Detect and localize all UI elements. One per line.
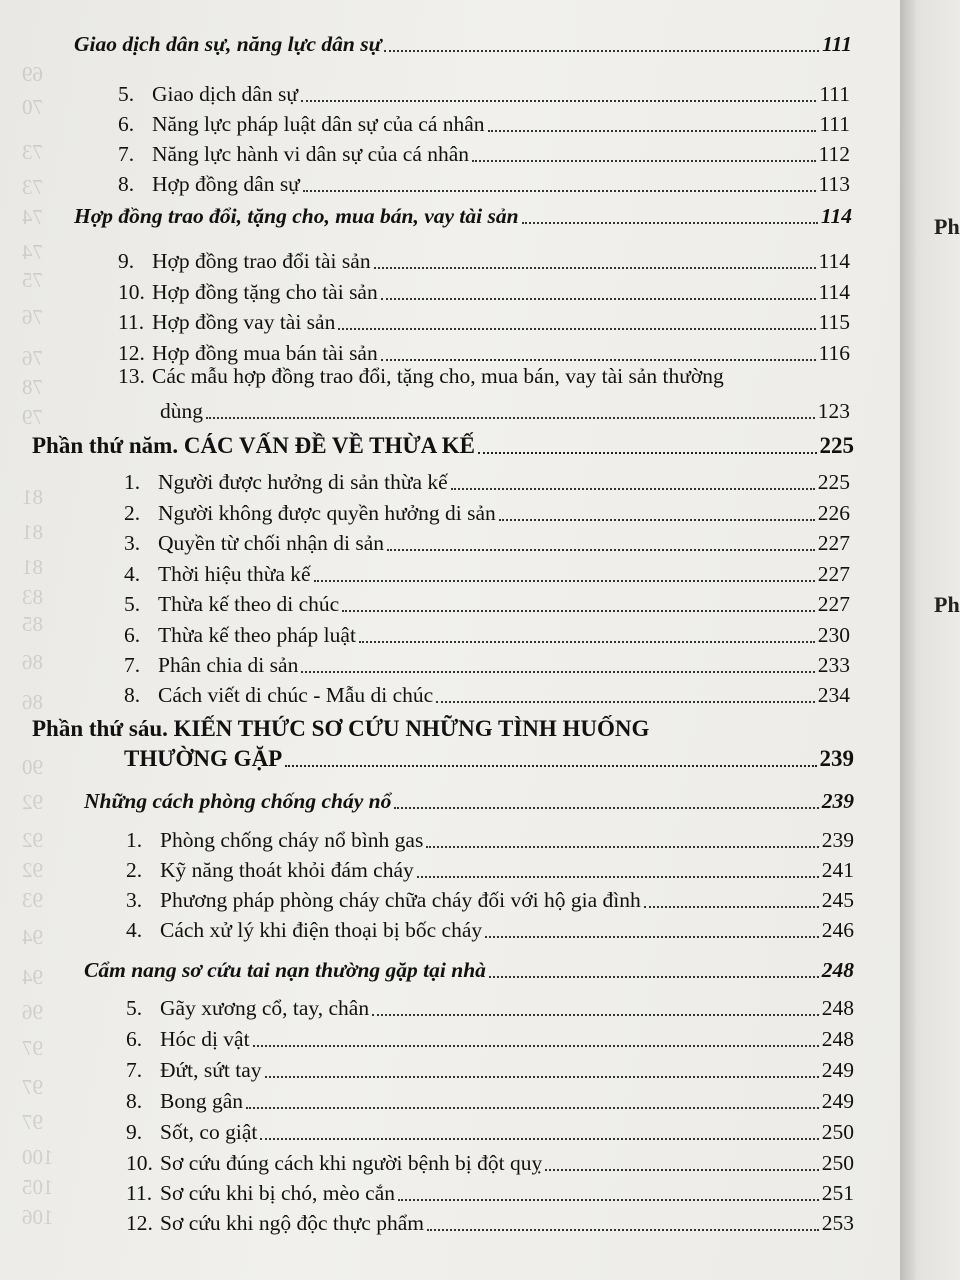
toc-entry: 8. Cách viết di chúc - Mẫu di chúc 234 <box>124 683 850 707</box>
toc-entry: 4. Thời hiệu thừa kế 227 <box>124 562 850 586</box>
toc-entry: 6. Năng lực pháp luật dân sự của cá nhân 111 <box>118 112 850 136</box>
toc-section-heading: Hợp đồng trao đổi, tặng cho, mua bán, vay tài sản 114 <box>74 204 852 228</box>
adjacent-page-fragment: Ph <box>934 214 960 239</box>
toc-entry: 1. Người được hưởng di sản thừa kế 225 <box>124 470 850 494</box>
toc-entry: 5. Gãy xương cổ, tay, chân 248 <box>126 996 854 1020</box>
toc-section-heading: Cẩm nang sơ cứu tai nạn thường gặp tại nhà 248 <box>84 958 854 982</box>
toc-entry: 7. Năng lực hành vi dân sự của cá nhân 112 <box>118 142 850 166</box>
toc-entry: 6. Hóc dị vật 248 <box>126 1027 854 1051</box>
dot-leader <box>522 222 818 224</box>
toc-entry: 9. Hợp đồng trao đổi tài sản 114 <box>118 249 850 273</box>
toc-part-heading-line1: Phần thứ sáu. KIẾN THỨC SƠ CỨU NHỮNG TÌNH HUỐNG <box>32 716 650 741</box>
toc-entry: 7. Đứt, sứt tay 249 <box>126 1058 854 1082</box>
dot-leader <box>478 452 816 454</box>
toc-entry: 10. Hợp đồng tặng cho tài sản 114 <box>118 280 850 304</box>
dot-leader <box>384 50 819 52</box>
toc-entry: 5. Thừa kế theo di chúc 227 <box>124 592 850 616</box>
toc-entry: 6. Thừa kế theo pháp luật 230 <box>124 623 850 647</box>
toc-part-heading: Phần thứ năm. CÁC VẤN ĐỀ VỀ THỪA KẾ 225 <box>32 433 854 458</box>
toc-entry: 5. Giao dịch dân sự 111 <box>118 82 850 106</box>
toc-entry: 3. Phương pháp phòng cháy chữa cháy đối với hộ gia đình 245 <box>126 888 854 912</box>
toc-entry: 12. Hợp đồng mua bán tài sản 116 <box>118 341 850 365</box>
adjacent-page-fragment: Ph <box>934 592 960 617</box>
bleed-through-text: 69 70 73 73 74 74 75 76 76 78 79 81 81 81 83 85 86 86 90 92 92 92 93 94 94 96 97 97 97 100 105 106 <box>22 62 54 1229</box>
toc-entry-line1: 13. Các mẫu hợp đồng trao đổi, tặng cho, mua bán, vay tài sản thường <box>118 364 724 388</box>
toc-entry: 1. Phòng chống cháy nổ bình gas 239 <box>126 828 854 852</box>
dot-leader <box>285 765 816 767</box>
adjacent-page-edge <box>900 0 960 1280</box>
toc-entry: 11. Hợp đồng vay tài sản 115 <box>118 310 850 334</box>
toc-entry-line2: dùng 123 <box>160 399 850 423</box>
toc-section-heading: Giao dịch dân sự, năng lực dân sự 111 <box>74 32 852 56</box>
toc-entry: 9. Sốt, co giật 250 <box>126 1120 854 1144</box>
toc-entry: 8. Hợp đồng dân sự 113 <box>118 172 850 196</box>
toc-entry: 11. Sơ cứu khi bị chó, mèo cắn 251 <box>126 1181 854 1205</box>
toc-section-heading: Những cách phòng chống cháy nổ 239 <box>84 789 854 813</box>
toc-part-heading-line2: THƯỜNG GẶP 239 <box>124 746 854 771</box>
dot-leader <box>394 807 818 809</box>
toc-entry: 8. Bong gân 249 <box>126 1089 854 1113</box>
toc-entry: 2. Kỹ năng thoát khỏi đám cháy 241 <box>126 858 854 882</box>
toc-entry: 3. Quyền từ chối nhận di sản 227 <box>124 531 850 555</box>
toc-entry: 7. Phân chia di sản 233 <box>124 653 850 677</box>
toc-entry: 4. Cách xử lý khi điện thoại bị bốc cháy 246 <box>126 918 854 942</box>
toc-entry: 12. Sơ cứu khi ngộ độc thực phẩm 253 <box>126 1211 854 1235</box>
toc-entry: 10. Sơ cứu đúng cách khi người bệnh bị đột quỵ 250 <box>126 1151 854 1175</box>
toc-entry: 2. Người không được quyền hưởng di sản 226 <box>124 501 850 525</box>
dot-leader <box>489 976 819 978</box>
